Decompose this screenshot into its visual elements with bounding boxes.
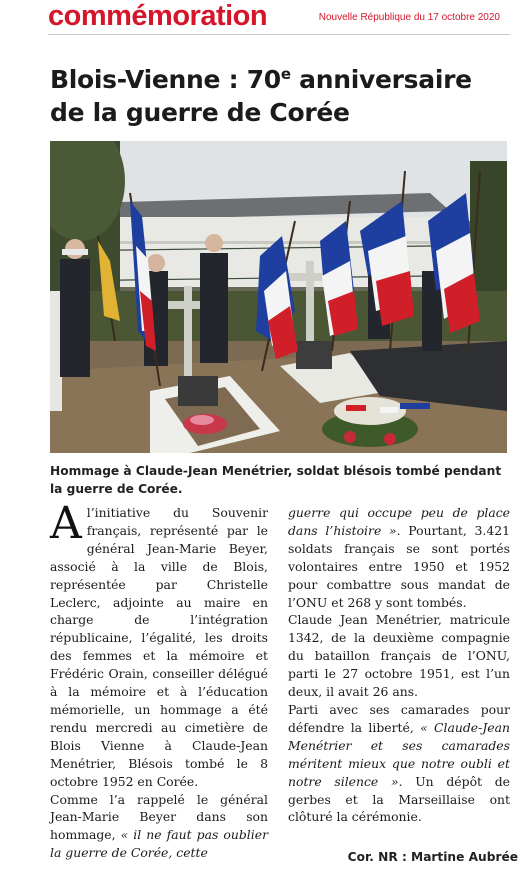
byline: Cor. NR : Martine Aubrée	[347, 850, 518, 864]
headline-line-2: de la guerre de Corée	[50, 98, 350, 127]
article-headline	[50, 58, 490, 129]
paragraph-5	[288, 701, 510, 826]
headline-part-2: anniversaire	[290, 65, 472, 94]
paragraph-1-text-a: l’initiative du Souvenir français, représenté par le	[86, 505, 268, 538]
paragraph-2-text-a: Comme l’a rappelé le général Jean-Marie Beyer dans son hommage,	[50, 791, 268, 843]
paragraph-1-text-b: général Jean-Marie Beyer	[86, 540, 265, 556]
photo-illustration	[50, 141, 507, 453]
photo-caption: Hommage à Claude-Jean Menétrier, soldat blésois tombé pendant la guerre de Corée.	[50, 464, 502, 496]
paragraph-4-text: Claude Jean Menétrier, matricule 1342, de la deuxième compagnie du bataillon français de l’ONU, parti le 27 octobre 1951, est l’un deux, il avait 26 ans.	[288, 612, 510, 700]
commemoration-photo	[50, 141, 507, 453]
quote-2: « Claude-Jean Menétrier et ses camarades méritent mieux que notre oubli et notre silence »	[288, 719, 510, 789]
page-header	[48, 0, 510, 35]
quote-1-end: guerre qui occupe peu de place dans l’histoire »	[288, 505, 510, 538]
section-title: commémoration	[48, 0, 268, 32]
article-body	[50, 498, 510, 879]
article-column-left	[50, 498, 268, 862]
paragraph-1	[50, 498, 268, 791]
paragraph-3	[288, 504, 510, 611]
headline-part-1: Blois-Vienne : 70	[50, 65, 281, 94]
quote-1-start: « il ne faut pas oublier la guerre de Corée, cette	[50, 827, 268, 861]
paragraph-5-text-a: Parti avec ses camarades pour défendre la liberté,	[288, 701, 510, 735]
drop-cap: A	[50, 498, 82, 549]
headline-ordinal: e	[280, 65, 291, 83]
paragraph-3-text: . Pourtant, 3.421 soldats français se sont portés volontaires entre 1950 et 1952 pour combattre sous mandat de l’ONU et 268 y sont tombés.	[288, 522, 510, 610]
source-credit: Nouvelle République du 17 octobre 2020	[318, 12, 500, 23]
article-column-right	[288, 504, 510, 826]
paragraph-2	[50, 791, 268, 863]
paragraph-5-text-b: . Un dépôt de gerbes et la Marseillaise ont clôturé la cérémonie.	[288, 773, 510, 825]
paragraph-1-text-c: , associé à la ville de Blois, représentée par Christelle Leclerc, adjointe au maire en charge de l’intégration républicaine, l’égalité, les droits des femmes et la mémoire et Frédéric Orain, conseiller délégué à la mémoire et à l’éducation mémorielle, un hommage a été rendu mercredi au cimetière de Blois Vienne à Claude-Jean Menétrier, Blésois tombé le 8 octobre 1952 en Corée.	[50, 540, 268, 789]
paragraph-4	[288, 611, 510, 701]
